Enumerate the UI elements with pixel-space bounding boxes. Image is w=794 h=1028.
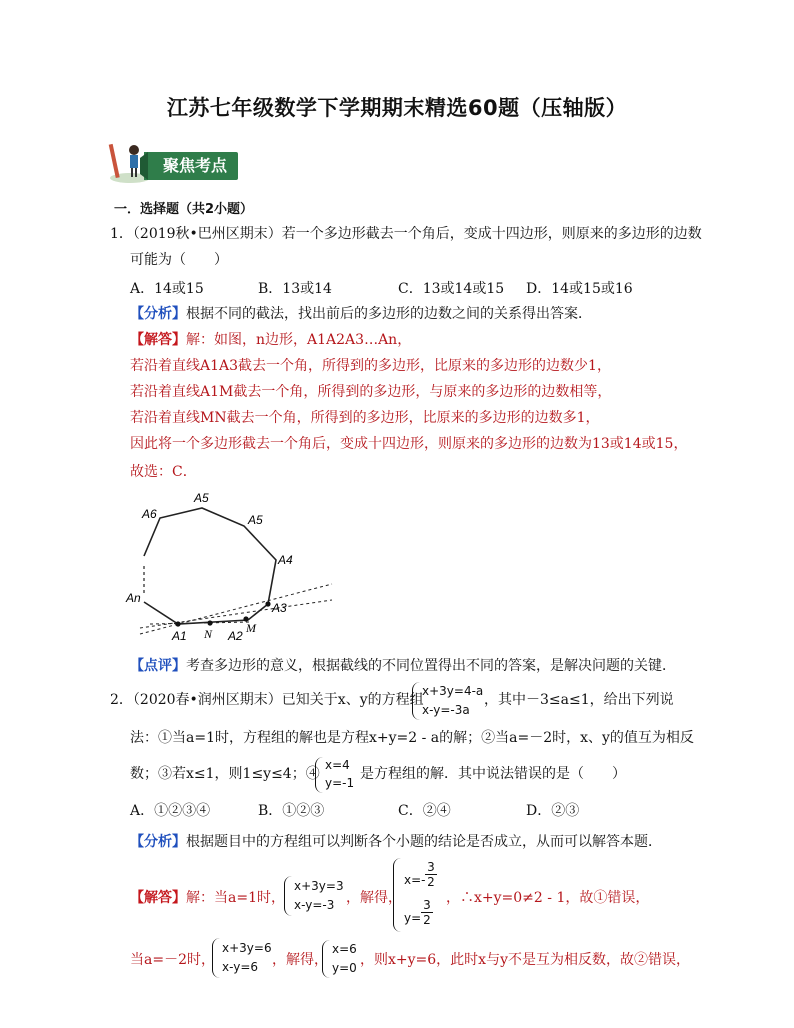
q2-ans2-sys-eq2: x-y=6 [222,960,259,974]
label-a5b: A5 [248,513,263,527]
q2-analysis [130,832,662,852]
q2-answer-tag: 【解答】 [130,890,186,906]
q2-ans1-res2-den: 2 [423,913,431,927]
section-header: 一．选择题（共2小题） [114,202,254,217]
q2-ans1-res1-den: 2 [427,875,435,889]
q2-ans2-sys-eq1: x+3y=6 [222,941,272,955]
q2-system-eq1: x+3y=4-a [422,684,484,698]
q2-option-c: C．②④ [398,803,451,819]
page-title: 江苏七年级数学下学期期末精选60题（压轴版） [166,96,628,120]
q2-sol-eq2: y=-1 [325,776,355,790]
q2-ans2-system [212,938,272,978]
q2-stem-post: ，其中－3≤a≤1，给出下列说 [484,692,674,708]
q1-option-b: B．13或14 [258,281,332,297]
q2-ans2-res1: x=6 [332,942,357,956]
q2-solution-system [315,757,365,793]
q2-system-eq2: x-y=-3a [422,703,470,717]
q1-analysis-tag: 【分析】 [130,306,186,322]
q2-ans1-pre: 解：当a=1时， [186,890,285,906]
q1-comment-text: 考查多边形的意义，根据截线的不同位置得出不同的答案，是解决问题的关键． [186,658,676,674]
q1-answer-text-4: 若沿着直线MN截去一个角，所得到的多边形，比原来的多边形的边数多1， [130,410,600,426]
polygon-figure [120,488,340,648]
label-a1: A1 [172,629,187,643]
label-n: N [204,627,213,641]
q1-comment [130,656,676,676]
q2-stem-pre: 2．（2020春•润州区期末）已知关于x、y的方程组 [110,692,424,708]
q2-ans1-res1-lhs: x=- [404,873,426,887]
q1-answer-text-6: 故选：C． [130,464,197,480]
section-banner [104,138,240,188]
q2-line3-pre: 数；③若x≤1，则1≤y≤4；④ [130,766,320,782]
q2-ans1-sys-eq1: x+3y=3 [294,879,344,893]
q2-ans1-mid: ，解得， [346,890,402,906]
q1-option-d: D．14或15或16 [526,281,633,297]
q2-ans2-pre: 当a=－2时， [130,952,215,968]
q2-option-d: D．②③ [526,803,580,819]
q2-ans1-result [393,858,445,932]
q2-option-b: B．①②③ [258,803,325,819]
q2-system [412,682,492,720]
q2-ans2-mid: ，解得， [272,952,328,968]
q2-ans1-res2-lhs: y= [404,911,422,925]
q1-answer-tag: 【解答】 [130,332,186,348]
label-a6: A6 [142,507,157,521]
label-a4: A4 [278,553,293,567]
q1-answer-text-2: 若沿着直线A1A3截去一个角，所得到的多边形，比原来的多边形的边数少1， [130,358,611,374]
q2-analysis-text: 根据题目中的方程组可以判断各个小题的结论是否成立，从而可以解答本题． [186,834,662,850]
q2-ans2-post: ，则x+y=6，此时x与y不是互为相反数，故②错误， [360,952,690,968]
q2-line3-post: 是方程组的解．其中说法错误的是（ ） [360,766,626,782]
q1-answer-text-3: 若沿着直线A1M截去一个角，所得到的多边形，与原来的多边形的边数相等， [130,384,612,400]
q1-answer-text-5: 因此将一个多边形截去一个角后，变成十四边形，则原来的多边形的边数为13或14或15， [130,436,688,452]
label-a2: A2 [228,629,243,643]
label-a3: A3 [272,601,287,615]
q2-ans1-res2-num: 3 [421,898,433,913]
q1-comment-tag: 【点评】 [130,658,186,674]
label-an: An [126,591,141,605]
q2-answer-line1 [130,888,285,908]
q2-ans1-system [284,876,344,916]
q2-option-a: A．①②③④ [130,803,211,819]
q1-stem-line2: 可能为（ ） [130,252,228,268]
q1-option-c: C．13或14或15 [398,281,505,297]
q1-answer-text-1: 解：如图，n边形，A1A2A3…An， [186,332,412,348]
label-m: M [246,621,256,635]
q1-stem-line1: 1．（2019秋•巴州区期末）若一个多边形截去一个角后，变成十四边形，则原来的多边形的边数 [110,226,702,242]
q2-ans2-res2: y=0 [332,961,357,975]
q2-ans1-post: ，∴x+y=0≠2 - 1，故①错误， [446,890,650,906]
q2-analysis-tag: 【分析】 [130,834,186,850]
q2-ans1-res1-num: 3 [425,860,437,875]
q1-analysis [130,304,592,324]
q1-option-a: A．14或15 [130,281,204,297]
q2-sol-eq1: x=4 [325,758,350,772]
q1-answer-line1 [130,330,411,350]
q2-ans1-sys-eq2: x-y=-3 [294,898,335,912]
q1-analysis-text: 根据不同的截法，找出前后的多边形的边数之间的关系得出答案． [186,306,592,322]
banner-label: 聚焦考点 [162,156,227,175]
label-a5: A5 [194,491,209,505]
q2-line2: 法：①当a=1时，方程组的解也是方程x+y=2 - a的解；②当a=－2时，x、y的值互为相反 [130,730,694,746]
q2-ans2-result [322,940,362,978]
